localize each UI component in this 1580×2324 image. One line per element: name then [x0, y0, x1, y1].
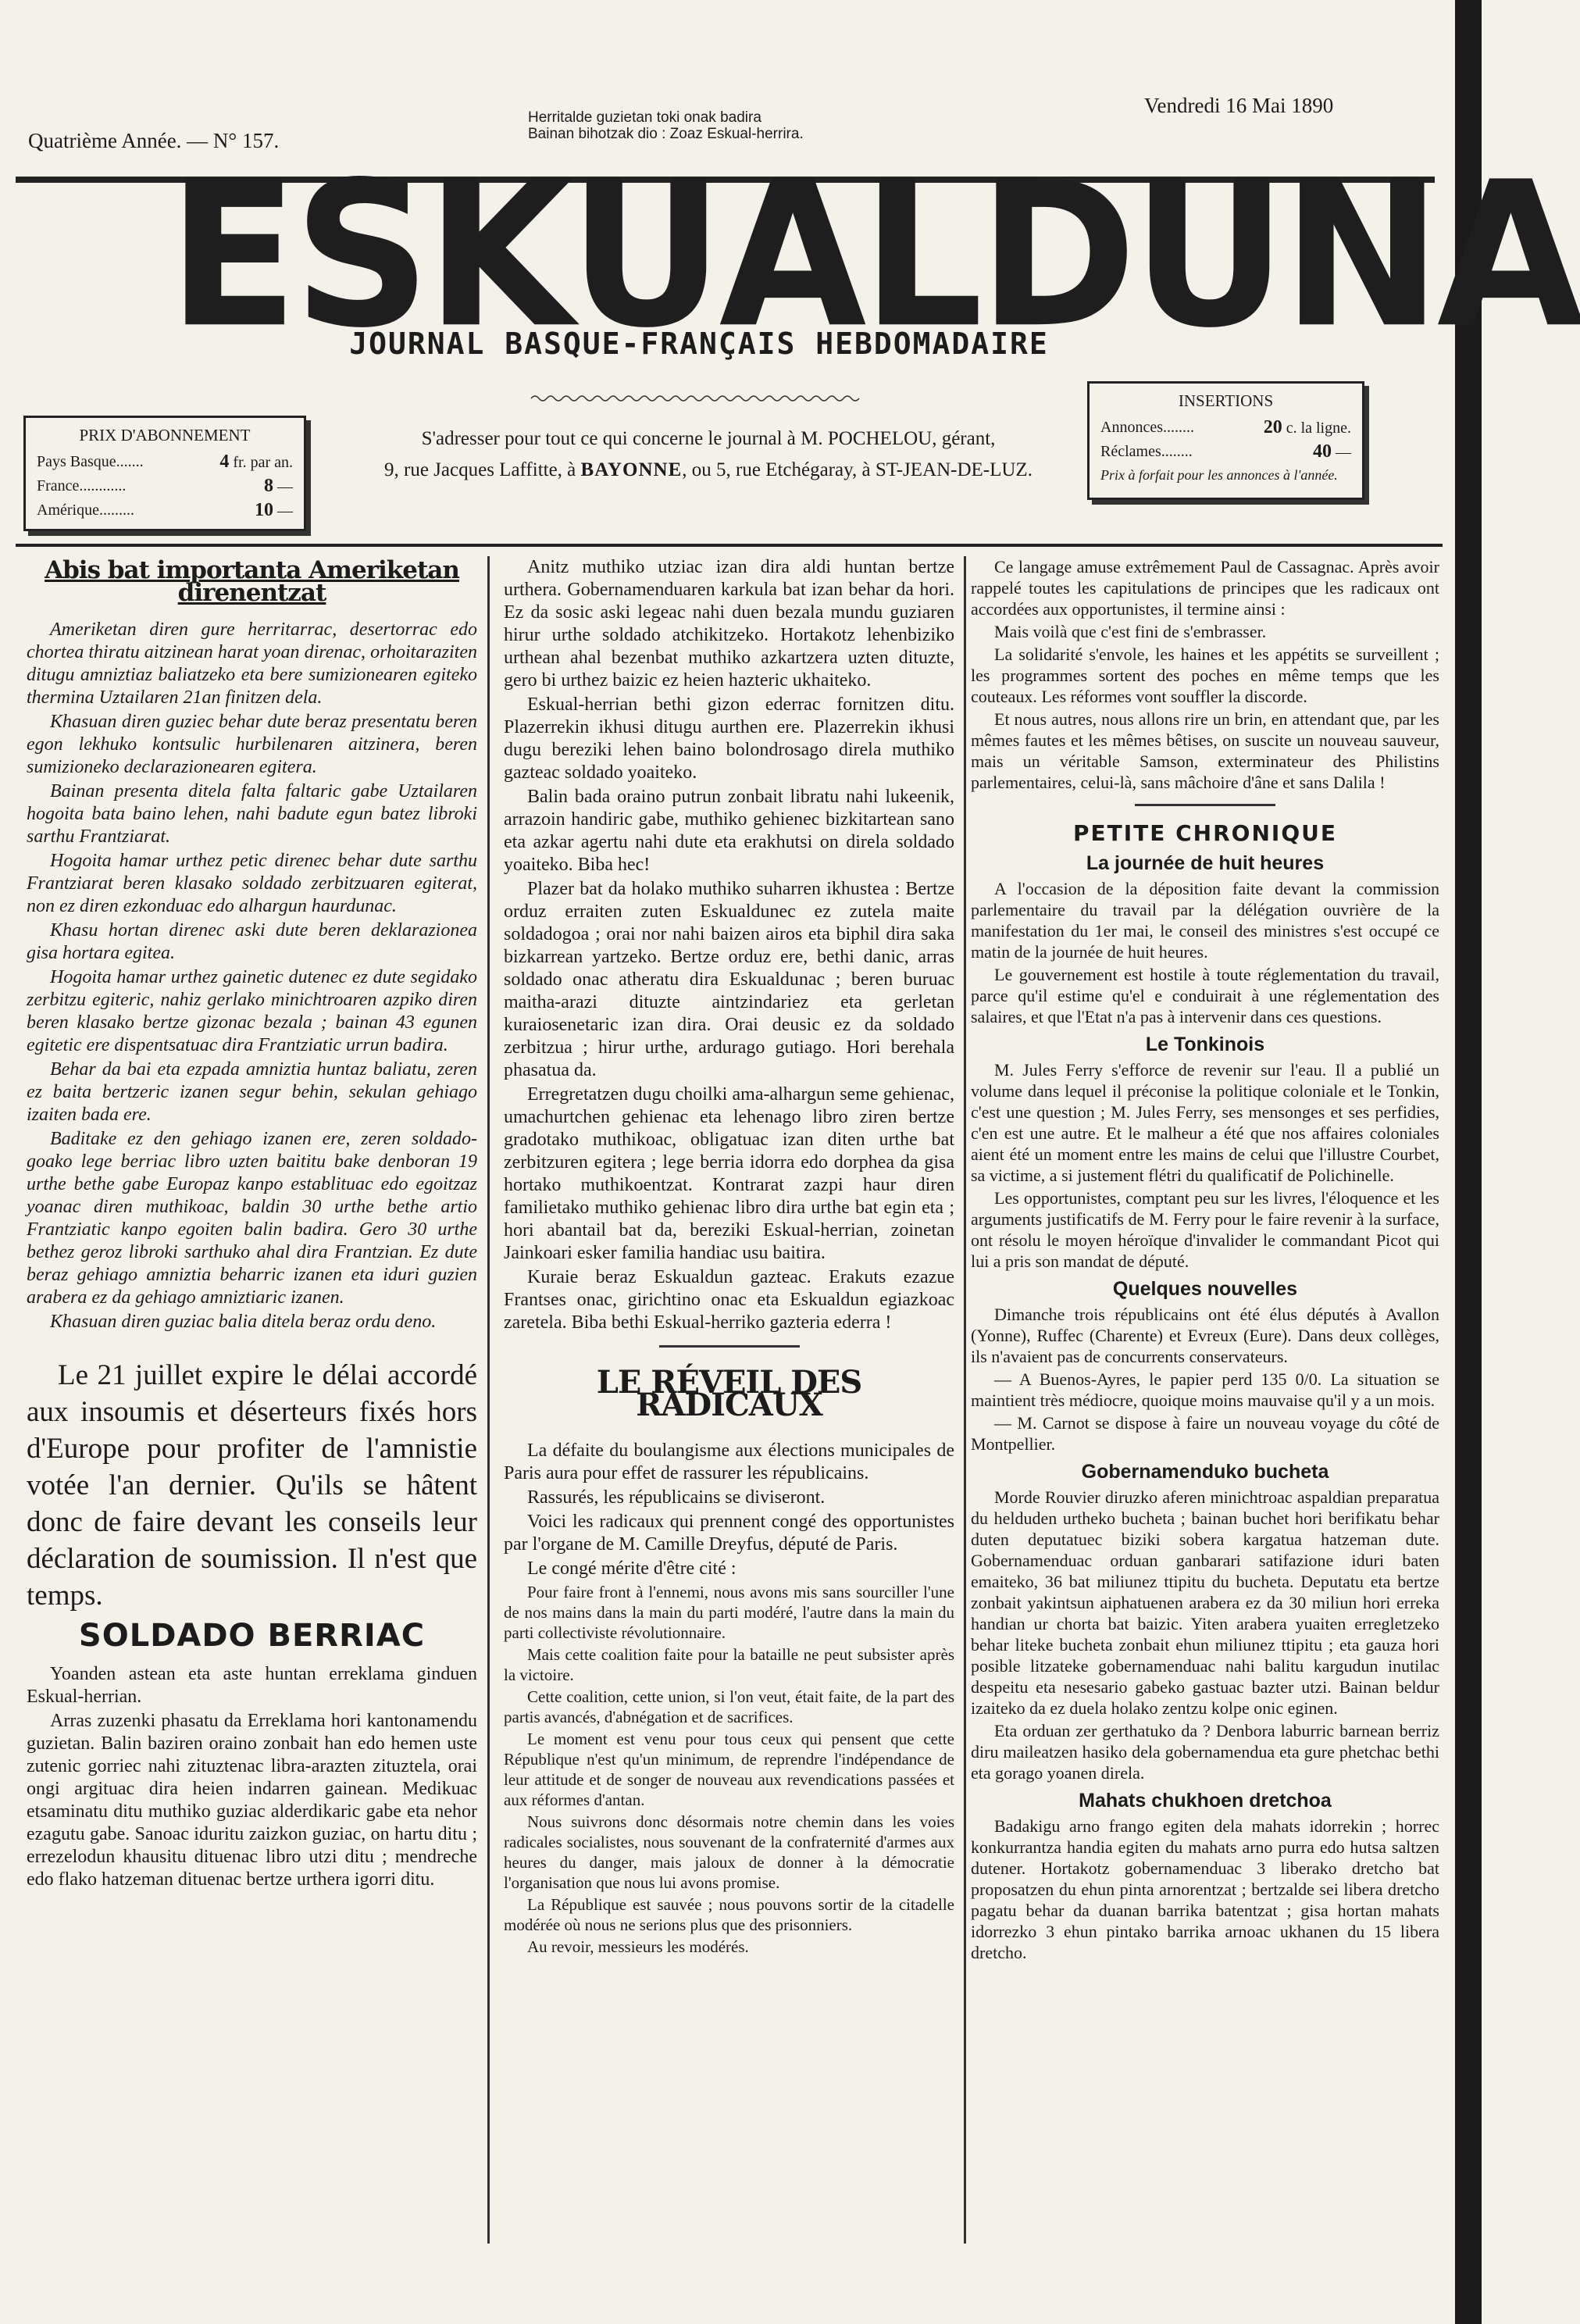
masthead-letter: A	[1436, 138, 1580, 373]
masthead-letter: N	[1282, 138, 1437, 373]
subscription-row: Amérique......... 10 —	[37, 500, 293, 520]
article-paragraph: Ameriketan diren gure herritarrac, desertorrac edo chortea thiratu aitzinean harat yoan direnac, orhoitaraziten ditugu amniztiaz baliatzeko eta bere sumizionearen egiteko thermina Uztailaren 21an finitzen dela.	[27, 619, 477, 708]
article-paragraph: Badakigu arno frango egiten dela mahats idorrekin ; horrec konkurrantza handia egiten du mahats arno purra edo hutsa saltzen dutener. Hortakotz gobernamenduac 3 liberako dretcho bat proposatzen du ehun pinta arnorentzat ; bertzalde sei libera dretcho pagatu behar da duanan barrika batentzat ; gisa hortan mahats idorrezko 3 ehun pintako barrika arnoac ukhanen du 15 libera dretcho.	[971, 1816, 1439, 1962]
article-paragraph: Bainan presenta ditela falta faltaric gabe Uztailaren hogoita bata baino lehen, nahi badute egun batez libroki sarthu Frantziarat.	[27, 781, 477, 847]
address-line-1: S'adresser pour tout ce qui concerne le journal à M. POCHELOU, gérant,	[421, 428, 996, 449]
article-paragraph: — M. Carnot se dispose à faire un nouveau voyage du côté de Montpellier.	[971, 1413, 1439, 1454]
section-heading: La journée de huit heures	[1086, 852, 1325, 874]
amnesty-notice: Le 21 juillet expire le délai accordé aux insoumis et déserteurs fixés hors d'Europe pour profiter de l'amnistie votée l'an dernier. Qu'ils se hâtent donc de faire devant les conseils leur déclaration de soumission. Il n'est que temps.	[27, 1359, 477, 1612]
article-title: SOLDADO BERRIAC	[78, 1618, 426, 1654]
issue-number: Quatrième Année. — N° 157.	[28, 129, 280, 152]
masthead-subtitle: JOURNAL BASQUE-FRANÇAIS HEBDOMADAIRE	[349, 327, 1049, 361]
insertions-row: Réclames........ 40 —	[1100, 441, 1351, 462]
column-rule	[487, 556, 490, 2244]
insertions-row: Annonces........ 20 c. la ligne.	[1100, 417, 1351, 437]
article-paragraph: — A Buenos-Ayres, le papier perd 135 0/0. La situation se maintient très médiocre, quoique moins mauvaise qu'il y a un mois.	[971, 1369, 1439, 1410]
subscription-title: PRIX D'ABONNEMENT	[79, 426, 251, 444]
motto	[528, 109, 804, 142]
article-paragraph: Kuraie beraz Eskualdun gazteac. Erakuts ezazue Frantses onac, girichtino onac eta Eskualdun egiazkoac zaretela. Biba bethi Eskual-herriko gazteria ederra !	[504, 1267, 954, 1333]
subscription-row: France............ 8 —	[37, 476, 293, 496]
article-paragraph: Balin bada oraino putrun zonbait libratu nahi lukeenik, arrazoin handiric gabe, muthiko gehienec bizkitartean sano eta azkar agertu nahi dute eta erakhutsi on direla soldado yoaiteko. Biba hec!	[504, 787, 954, 875]
section-heading: Le Tonkinois	[1145, 1033, 1265, 1055]
column-rule	[964, 556, 966, 2244]
article-paragraph: M. Jules Ferry s'efforce de revenir sur l'eau. Il a publié un volume dans lequel il préconise la politique coloniale et le Tonkin, c'est une question ; M. Jules Ferry, ses mensonges et ses perfidies, c'en est une autre. Et le malheur a été que nos affaires coloniales aient été un moment entre les mains de celui que l'illustre Courbet, sa victime, a si justement flétri du qualificatif de Polichinelle.	[971, 1060, 1439, 1185]
masthead-letter: L	[861, 138, 979, 373]
separator	[659, 1345, 800, 1348]
masthead-letter: E	[168, 138, 294, 373]
article-paragraph: Baditake ez den gehiago izanen ere, zeren soldado-goako lege berriac libro uzten baititu bake denboran 19 urthe bethe gabe Europaz kanpo establituac edo egoitzaz yoanac diren muthikoac, baldin 30 urthe bethe artio Frantziatic kanpo egoiten balin badira. Gero 30 urthe bethez geroz libroki sarthuko ahal dira Frantzian. Ez dute beraz gehiago amniztia beharric izanen eta iduri guzien arabera ez da gehiago amniztiaric izanen.	[27, 1129, 477, 1308]
article-paragraph: Behar da bai eta ezpada amniztia huntaz baliatu, zeren ez baita bertzeric izanen segur behin, sekulan gehiago izaiten bada ere.	[27, 1059, 477, 1125]
article-paragraph: Yoanden astean eta aste huntan erreklama ginduen Eskual-herrian.	[27, 1664, 477, 1707]
quote-paragraph: Pour faire front à l'ennemi, nous avons mis sans sourciller l'une de nos mains dans la main du parti modéré, l'autre dans la main du parti collectiviste révolutionnaire.	[504, 1583, 954, 1642]
column-2	[504, 556, 954, 1958]
insertions-title: INSERTIONS	[1178, 391, 1274, 410]
article-title: LE RÉVEIL DES RADICAUX	[596, 1364, 862, 1423]
article-paragraph: Hogoita hamar urthez petic direnec behar dute sarthu Frantziarat beren klasako soldado zerbitzuaren egiterat, non ez diren ezkonduac edo alhargun haurdunac.	[27, 851, 477, 916]
quote-paragraph: La République est sauvée ; nous pouvons sortir de la citadelle modérée où nous ne serions plus que des prisonniers.	[504, 1895, 954, 1934]
column-3	[971, 556, 1439, 1965]
article-paragraph: Khasuan diren guziec behar dute beraz presentatu beren egon lekhuko kontsulic hurbilenaren aitzinera, beren sumizioneko declarazionearen egitera.	[27, 712, 477, 777]
article-paragraph: Le congé mérite d'être cité :	[527, 1558, 737, 1579]
article-paragraph: Khasuan diren guziac balia ditela beraz ordu deno.	[50, 1312, 437, 1332]
article-paragraph: Dimanche trois républicains ont été élus députés à Avallon (Yonne), Ruffec (Charente) et Evreux (Eure). Dans deux collèges, ils n'avaient pas de concurrents conservateurs.	[971, 1305, 1439, 1366]
article-paragraph: Khasu hortan direnec aski dute beren deklarazionea gisa hortara egitea.	[27, 920, 477, 963]
article-paragraph: Rassurés, les républicains se diviseront.	[527, 1487, 826, 1508]
separator	[1135, 804, 1275, 806]
article-paragraph: Hogoita hamar urthez gainetic dutenec ez dute segidako zerbitzu egiteric, nahiz gerlako minichtroaren azpiko diren beren klasako bertze gizonac bezala ; bainan 43 egunen egitetic ere dispentsatuac dira Frantziatic urrun badira.	[27, 967, 477, 1055]
article-paragraph: Morde Rouvier diruzko aferen minichtroac aspaldian preparatua du helduden urtheko bucheta ; bainan buchet hori berifikatu behar duten deputatuec biziki sobera kargatua hatzeman dute. Gobernamenduac orduan ganbarari satifazione iduri baten emaiteko, 36 bat miliunez ttipitu du bucheta. Deputatu eta bertze zonbait yakintsun aiphatuenen arabera ez da 30 miliun hori erreka handian ur chorta bat baizic. Yiten arabera yuaiten erregletzeko behar liteke bucheta zonbait ehun miliunez ttipitu ; eta gauza hori posible litzateke gobernamenduac nahi balitu kargudun inutilac despeitu eta nesesario gabeko gastuac bazter utzi. Bainan beldur izaiteko da ez duela holako zentzu kolpe onic eginen.	[971, 1487, 1439, 1718]
insertions-note: Prix à forfait pour les annonces à l'année.	[1100, 467, 1338, 483]
article-paragraph: Ce langage amuse extrêmement Paul de Cassagnac. Après avoir rappelé toutes les capitulations de principes que les radicaux ont accordées aux opportunistes, il termine ainsi :	[971, 557, 1439, 619]
quote-paragraph: Mais cette coalition faite pour la bataille ne peut subsister après la victoire.	[504, 1645, 954, 1684]
subscription-box	[23, 416, 306, 531]
section-rule	[16, 544, 1443, 547]
article-paragraph: Les opportunistes, comptant peu sur les livres, l'éloquence et les arguments justificatifs de M. Ferry pour le faire revenir à la surface, ont résolu le moyen héroïque d'invalider le commandant Picot qui lui a pris son mandat de député.	[971, 1188, 1439, 1271]
article-paragraph: Erregretatzen dugu choilki ama-alhargun seme gehienac, umachurtchen gehienac eta lehenago libro ziren bertze gradotako muthikoac, obligatuac izan diten urthe bat zerbitzuren egitera ; lege berria idorra edo dorphea da gisa hortako muthikoentzat. Kontrarat zazpi haur diren familietako muthiko gehienac libro dira urthe bat egin eta ; hori abantail bat da, bereziki Eskual-herrian, zoinetan Jainkoari esker familia handiac usu baitira.	[504, 1084, 954, 1263]
subscription-row: Pays Basque....... 4 fr. par an.	[37, 452, 293, 472]
article-paragraph: Le gouvernement est hostile à toute réglementation du travail, parce qu'il estime qu'el e conduirait à une réglementation des salaires, et que l'Etat n'a pas à intervenir dans ces questions.	[971, 965, 1439, 1026]
article-paragraph: Eskual-herrian bethi gizon ederrac fornitzen ditu. Plazerrekin ikhusi ditugu aurthen ere. Plazerrekin ikhusi dugu bereziki lehen baino bolondrosago direla muthiko gazteac soldado yoaiteko.	[504, 694, 954, 783]
masthead-letter: D	[978, 138, 1132, 373]
address-line-2: 9, rue Jacques Laffitte, à BAYONNE, ou 5, rue Etchégaray, à ST-JEAN-DE-LUZ.	[384, 459, 1033, 480]
quote-paragraph: Au revoir, messieurs les modérés.	[527, 1937, 749, 1956]
issue-date: Vendredi 16 Mai 1890	[1144, 94, 1334, 117]
chronicle-title: PETITE CHRONIQUE	[1072, 820, 1337, 846]
masthead-letter: K	[426, 138, 569, 373]
motto-line-2: Bainan bihotzak dio : Zoaz Eskual-herrira.	[528, 126, 804, 142]
quote-paragraph: Le moment est venu pour tous ceux qui pensent que cette République n'est qu'un minimum, de reprendre l'indépendance de leur attitude et de songer de nouveau aux revendications passées et aux réformes d'antan.	[504, 1730, 954, 1809]
masthead-letter: S	[293, 138, 426, 373]
ornament-squiggle	[531, 393, 859, 404]
masthead-letter: U	[569, 138, 719, 373]
column-1	[27, 556, 477, 1893]
address-block	[337, 423, 1079, 486]
masthead-title	[168, 138, 1580, 373]
masthead-letter: A	[719, 138, 862, 373]
quote-paragraph: Nous suivrons donc désormais notre chemin dans les voies radicales socialistes, nous souvenant de la confraternité d'armes aux heures du danger, mais jaloux de donner à la démocratie l'organisation que nous lui avons promise.	[504, 1812, 954, 1892]
insertions-box	[1087, 381, 1364, 500]
article-paragraph: La défaite du boulangisme aux élections municipales de Paris aura pour effet de rassurer les républicains.	[504, 1440, 954, 1483]
article-paragraph: La solidarité s'envole, les haines et les appétits se surveillent ; les programmes sortent des poches en même temps que les couteaux. Les réformes vont souffler la discorde.	[971, 644, 1439, 706]
section-heading: Gobernamenduko bucheta	[1081, 1461, 1329, 1483]
article-paragraph: A l'occasion de la déposition faite devant la commission parlementaire du travail par la délégation ouvrière de la manifestation du 1er mai, le conseil des ministres s'est occupé ce matin de la journée de huit heures.	[971, 879, 1439, 962]
article-paragraph: Anitz muthiko utziac izan dira aldi huntan bertze urthera. Gobernamenduaren karkula bat izan behar da hori. Ez da sosic aski legeac nahi duen bezala mundu guziaren hirur urthe soldado atchikitzeko. Hortakotz lehenbiziko urthean ahal bezenbat muthiko azkartzera uzten dituzte, gero bi urthez baizic ez heien hazteric ukhaiteko.	[504, 557, 954, 691]
motto-line-1: Herritalde guzietan toki onak badira	[528, 109, 761, 126]
article-paragraph: Voici les radicaux qui prennent congé des opportunistes par l'organe de M. Camille Dreyfus, député de Paris.	[504, 1512, 954, 1555]
article-paragraph: Eta orduan zer gerthatuko da ? Denbora laburric barnean berriz diru maileatzen hasiko dela gobernamendua eta gure phetchac bethi eta gorago yoanen direla.	[971, 1721, 1439, 1783]
article-paragraph: Et nous autres, nous allons rire un brin, en attendant que, par les mêmes fautes et les mêmes bêtises, on suscite un nouveau sauveur, mais un véritable Samson, exterminateur des Philistins parlementaires, celui-là, sans mâchoire d'âne et sans Dalila !	[971, 709, 1439, 792]
article-paragraph: Plazer bat da holako muthiko suharren ikhustea : Bertze orduz erraiten zuten Eskualdunec ez zutela maite soldadogoa ; orai nor nahi baizen airos eta biphil dira saka bizkarrean yartzeko. Bertze orduz ere, bethi danic, arras soldado onac atheratu dira Eskualdunac ; beren buruac maitha-arazi dituzte aintzindariez eta gerletan kuraiosenetaric izan dira. Orai deusic ez da soldado zerbitzua ; hirur urthe, ardurago gutiago. Hori berehala phasatua da.	[504, 879, 954, 1080]
article-paragraph: Mais voilà que c'est fini de s'embrasser.	[994, 622, 1267, 641]
masthead-letter: U	[1132, 138, 1282, 373]
article-title: Abis bat importanta Ameriketan direnentzat	[45, 556, 459, 607]
section-heading: Quelques nouvelles	[1112, 1278, 1298, 1300]
quote-paragraph: Cette coalition, cette union, si l'on veut, était faite, de la part des partis avancés, d'abnégation et de sacrifices.	[504, 1687, 954, 1726]
article-paragraph: Arras zuzenki phasatu da Erreklama hori kantonamendu guzietan. Balin baziren oraino zonbait han edo hemen uste zutenic gorriec nahi zituztenac libra-arazten zituztela, orai ongi argituac dira heien indarren gainean. Medikuac etsaminatu ditu muthiko guziac alderdikaric gabe eta nehor ezagutu gabe. Sanoac iduritu zaizkon guziac, on hartu ditu ; errezelodun khausitu dituenac libro utzi ditu ; mendreche edo flako hatzeman dituenac bertze urthera igorri ditu.	[27, 1711, 477, 1890]
section-heading: Mahats chukhoen dretchoa	[1079, 1790, 1332, 1812]
